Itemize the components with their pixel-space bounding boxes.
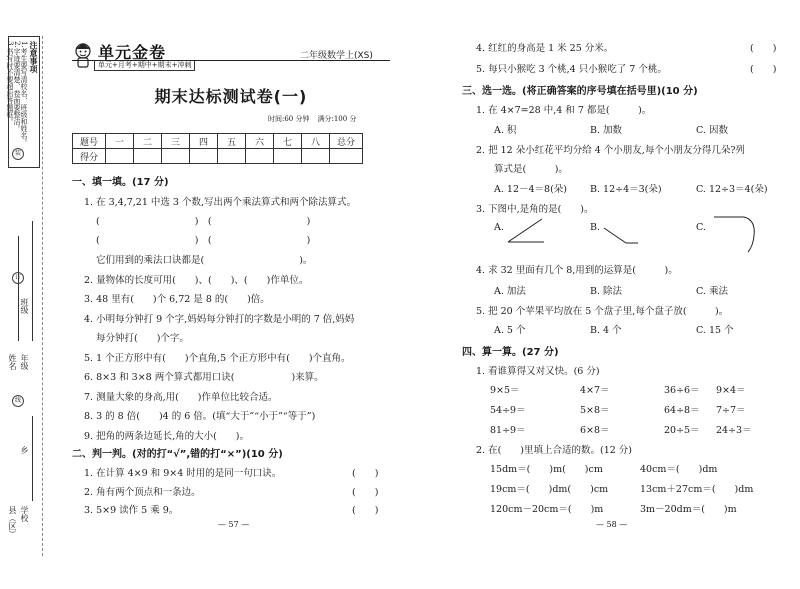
- answer-blank[interactable]: ( ): [750, 64, 777, 75]
- score-cell: 六: [246, 134, 274, 149]
- school-label: 学校: [20, 506, 29, 522]
- choice-question: 2. 把 12 朵小红花平均分给 4 个小朋友,每个小朋友分得几朵?列: [476, 145, 745, 156]
- calc-item[interactable]: 54÷9＝: [490, 405, 526, 416]
- calc-question: 1. 看谁算得又对又快。(6 分): [476, 366, 600, 377]
- section-4-title: 四、算一算。(27 分): [462, 347, 559, 358]
- calc-item[interactable]: 9×5＝: [490, 385, 520, 396]
- mascot-icon: [72, 42, 94, 68]
- binding-hole-2: 订: [12, 272, 24, 284]
- score-cell: 得分: [73, 149, 106, 164]
- score-table-header-row: [73, 134, 363, 149]
- unit-item[interactable]: 3m－20dm＝( )m: [640, 504, 737, 515]
- score-cell: 二: [134, 134, 162, 149]
- judge-item: 4. 红红的身高是 1 米 25 分米。: [476, 43, 614, 54]
- calc-item[interactable]: 6×8＝: [580, 425, 610, 436]
- choice-question: 算式是( )。: [494, 164, 568, 175]
- score-table: [72, 133, 363, 164]
- choice-question: 5. 把 20 个苹果平均放在 5 个盘子里,每个盘子放( )。: [476, 306, 729, 317]
- angle-figure-a: [506, 216, 546, 244]
- choice-option[interactable]: B.: [590, 222, 601, 233]
- choice-option[interactable]: C.: [696, 222, 706, 233]
- fill-line: 8. 3 的 8 倍( )4 的 6 倍。(填“大于”“小于”“等于”): [84, 411, 316, 422]
- choice-option[interactable]: B. 4 个: [590, 325, 622, 336]
- header-rule: [72, 60, 390, 61]
- score-cell: 七: [274, 134, 302, 149]
- calc-item[interactable]: 5×8＝: [580, 405, 610, 416]
- unit-item[interactable]: 19cm＝( )dm( )cm: [490, 484, 609, 495]
- choice-option[interactable]: B. 12÷4＝3(朵): [590, 184, 662, 195]
- time-info: [260, 114, 356, 124]
- cut-line: [42, 36, 43, 556]
- choice-option[interactable]: C. 因数: [696, 125, 728, 136]
- grade-label: 二年级数学上(XS): [300, 51, 373, 61]
- brand-subtitle: 单元+月考+期中+期末+冲刺: [94, 60, 195, 71]
- choice-question: 1. 在 4×7=28 中,4 和 7 都是( )。: [476, 105, 652, 116]
- fill-line: 它们用到的乘法口诀都是( )。: [96, 255, 313, 266]
- score-input-cell[interactable]: [274, 149, 302, 164]
- score-input-cell[interactable]: [106, 149, 134, 164]
- answer-blank[interactable]: ( ): [750, 43, 777, 54]
- notice-label: 注意事项: [29, 41, 39, 73]
- calc-item[interactable]: 24÷3＝: [716, 425, 752, 436]
- calc-item[interactable]: 36÷6＝: [664, 385, 700, 396]
- score-table-score-row: [73, 149, 363, 164]
- calc-item[interactable]: 64÷8＝: [664, 405, 700, 416]
- fill-line: 7. 测量大象的身高,用( )作单位比较合适。: [84, 392, 278, 403]
- binding-hole-1: 装: [12, 148, 24, 160]
- exam-time: 时间:60 分钟: [268, 115, 310, 123]
- calc-item[interactable]: 7÷7＝: [716, 405, 746, 416]
- choice-option[interactable]: B. 除法: [590, 286, 623, 297]
- answer-blank[interactable]: ( ): [352, 487, 379, 498]
- score-input-cell[interactable]: [134, 149, 162, 164]
- score-input-cell[interactable]: [218, 149, 246, 164]
- unit-item[interactable]: 15dm＝( )m( )cm: [490, 464, 603, 475]
- right-page: [400, 0, 800, 589]
- calc-item[interactable]: 4×7＝: [580, 385, 610, 396]
- choice-option[interactable]: B. 加数: [590, 125, 623, 136]
- section-1-title: 一、填一填。(17 分): [72, 177, 169, 188]
- score-cell: 总分: [330, 134, 363, 149]
- curve-figure-c: [712, 214, 760, 254]
- margin-strip: [6, 36, 44, 556]
- choice-question: 4. 求 32 里面有几个 8,用到的运算是( )。: [476, 265, 678, 276]
- judge-item: 5. 每只小猴吃 3 个桃,4 只小猴吃了 7 个桃。: [476, 64, 667, 75]
- fill-line: 3. 48 里有( )个 6,72 是 8 的( )倍。: [84, 294, 270, 305]
- fill-line: ( ) ( ): [96, 235, 311, 246]
- binding-hole-3: 线: [12, 395, 24, 407]
- score-cell: 八: [302, 134, 330, 149]
- fill-line: 每分钟打( )个字。: [96, 333, 189, 344]
- calc-item[interactable]: 81÷9＝: [490, 425, 526, 436]
- town-label: 乡: [20, 446, 29, 454]
- score-input-cell[interactable]: [302, 149, 330, 164]
- unit-item[interactable]: 120cm－20cm＝( )m: [490, 504, 604, 515]
- choice-question: 3. 下图中,是角的是( )。: [476, 204, 594, 215]
- judge-item: 2. 角有两个顶点和一条边。: [84, 487, 201, 498]
- section-2-title: 二、判一判。(对的打“√”,错的打“×”)(10 分): [72, 449, 283, 460]
- brand-title: 单元金卷: [98, 43, 167, 62]
- score-input-cell[interactable]: [330, 149, 363, 164]
- section-3-title: 三、选一选。(将正确答案的序号填在括号里)(10 分): [462, 86, 698, 97]
- fill-line: 9. 把角的两条边延长,角的大小( )。: [84, 431, 250, 442]
- choice-option[interactable]: C. 乘法: [696, 286, 728, 297]
- class-label: 班级: [20, 298, 29, 314]
- choice-option[interactable]: C. 15 个: [696, 325, 734, 336]
- unit-question: 2. 在( )里填上合适的数。(12 分): [476, 445, 633, 456]
- score-cell: 五: [218, 134, 246, 149]
- fill-line: 5. 1 个正方形中有( )个直角,5 个正方形中有( )个直角。: [84, 353, 351, 364]
- choice-option[interactable]: A.: [494, 222, 504, 233]
- ray-figure-b: [602, 216, 642, 244]
- score-cell: 三: [162, 134, 190, 149]
- fill-line: 6. 8×3 和 3×8 两个算式都用口诀( )来算。: [84, 372, 324, 383]
- score-input-cell[interactable]: [162, 149, 190, 164]
- fill-line: 4. 小明每分钟打 9 个字,妈妈每分钟打的字数是小明的 7 倍,妈妈: [84, 314, 355, 325]
- judge-item: 1. 在计算 4×9 和 9×4 时用的是同一句口诀。: [84, 468, 282, 479]
- score-input-cell[interactable]: [190, 149, 218, 164]
- fill-line: ( ) ( ): [96, 216, 311, 227]
- full-score: 满分:100 分: [317, 115, 357, 123]
- grade-label: 年级: [20, 354, 29, 370]
- unit-item[interactable]: 40cm＝( )dm: [640, 464, 718, 475]
- name-label: 姓名: [8, 354, 17, 370]
- choice-option[interactable]: A. 12－4＝8(朵): [494, 184, 567, 195]
- score-cell: 四: [190, 134, 218, 149]
- county-label: 县（区）: [8, 506, 17, 538]
- score-cell: 题号: [73, 134, 106, 149]
- page-number-right: — 58 —: [596, 520, 628, 529]
- answer-blank[interactable]: ( ): [352, 468, 379, 479]
- choice-option[interactable]: C. 12÷3＝4(朵): [696, 184, 768, 195]
- exam-title: 期末达标测试卷(一): [154, 87, 308, 106]
- choice-option[interactable]: A. 5 个: [494, 325, 526, 336]
- choice-option[interactable]: A. 积: [494, 125, 517, 136]
- calc-item[interactable]: 20÷5＝: [664, 425, 700, 436]
- judge-item: 3. 5×9 读作 5 乘 9。: [84, 505, 179, 516]
- notice-line-2: 2.字迹要清楚、卷面要整洁。: [13, 41, 21, 132]
- choice-option[interactable]: A. 加法: [494, 286, 526, 297]
- score-input-cell[interactable]: [246, 149, 274, 164]
- answer-blank[interactable]: ( ): [352, 505, 379, 516]
- notice-line-3: 3.书写时不要超出答题框。: [6, 41, 14, 125]
- notice-line-1: 1.考生要写清校名、班级和姓名。: [20, 41, 28, 146]
- calc-item[interactable]: 9×4＝: [716, 385, 746, 396]
- unit-item[interactable]: 13cm＋27cm＝( )dm: [640, 484, 754, 495]
- page-number-left: — 57 —: [218, 520, 250, 529]
- fill-line: 2. 量物体的长度可用( )、( )、( )作单位。: [84, 275, 309, 286]
- score-cell: 一: [106, 134, 134, 149]
- notice-box: [8, 36, 40, 168]
- fill-line: 1. 在 3,4,7,21 中选 3 个数,写出两个乘法算式和两个除法算式。: [84, 197, 357, 208]
